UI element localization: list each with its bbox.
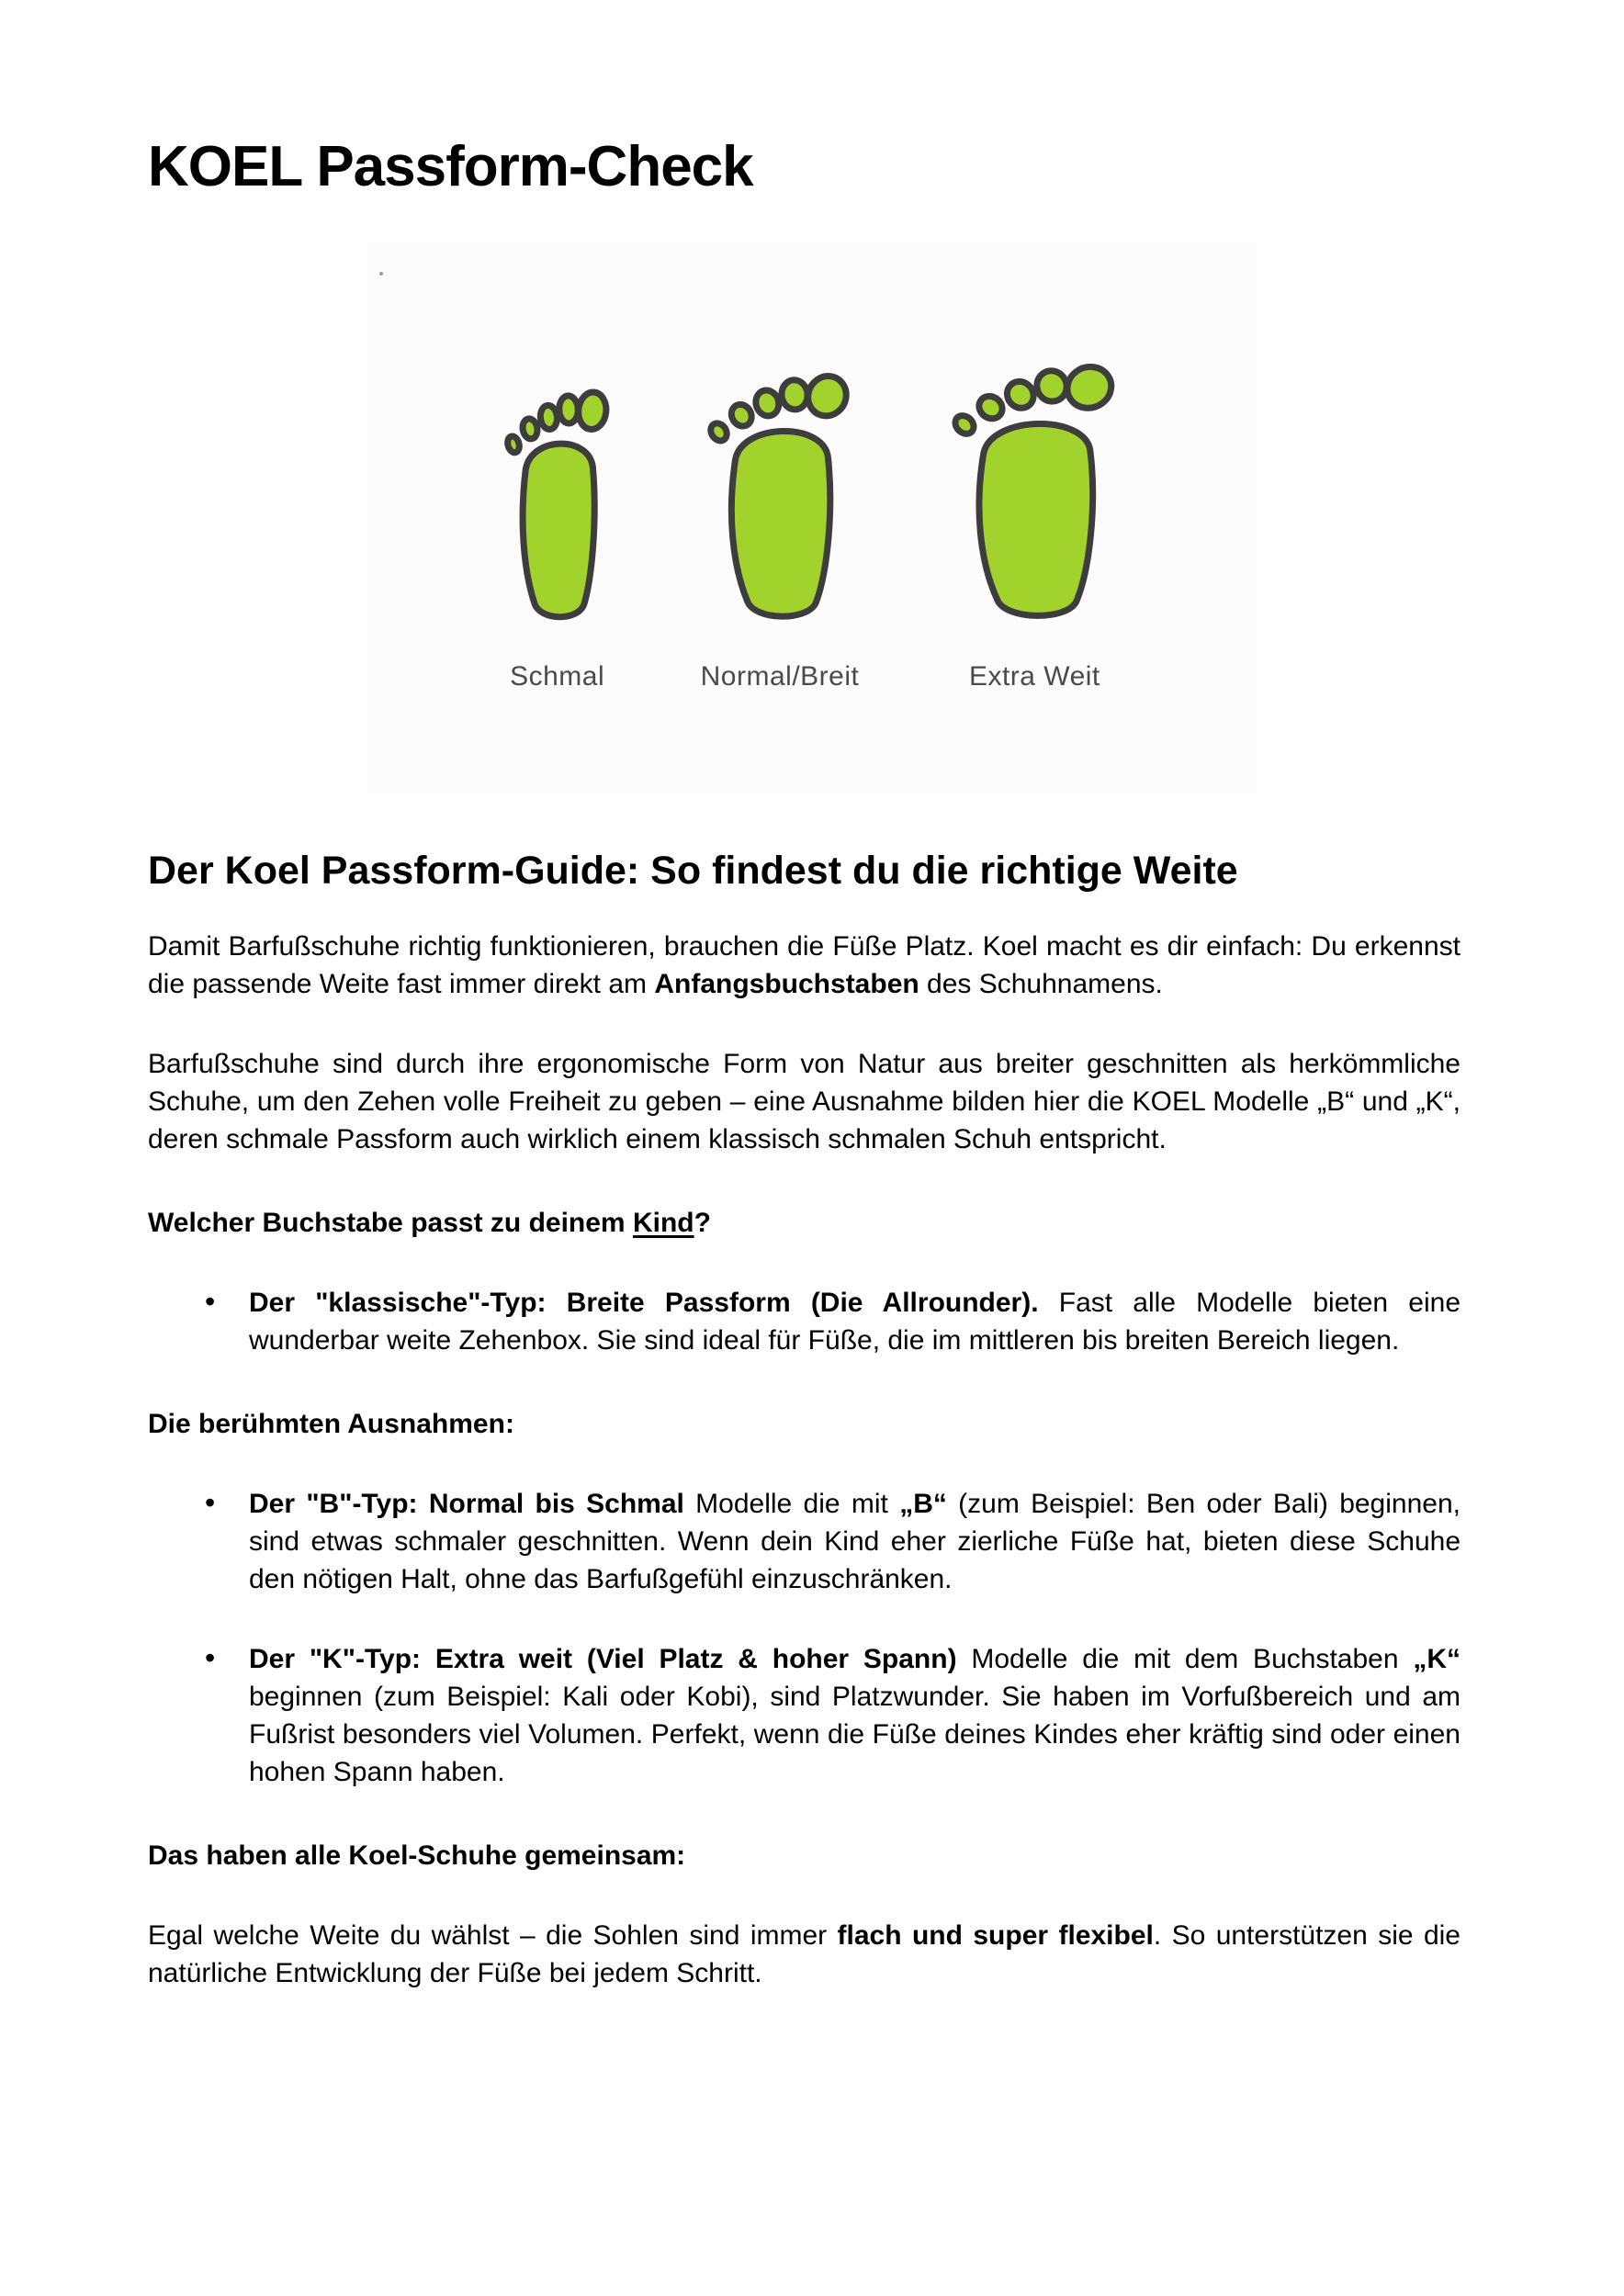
bullet-k-lead: Der "K"-Typ: Extra weit (Viel Platz & hoher Spann): [249, 1643, 957, 1674]
final-bold-flexibel: flach und super flexibel: [837, 1919, 1154, 1951]
bullet-list-klassisch: [148, 1284, 1460, 1359]
bullet-k-letter: „K“: [1413, 1643, 1460, 1674]
footprint-narrow-icon: [502, 371, 613, 630]
guide-heading: Der Koel Passform-Guide: So findest du die richtige Weite: [148, 849, 1238, 894]
foot-label-extra-weit: Extra Weit: [968, 661, 1100, 692]
exceptions-heading: Die berühmten Ausnahmen:: [148, 1408, 514, 1439]
bullet-klassisch-typ: [148, 1284, 1460, 1359]
paragraph-intro: [148, 928, 1460, 1003]
question-text-start: Welcher Buchstabe passt zu deinem: [148, 1207, 633, 1238]
bullet-b-typ: [148, 1485, 1460, 1598]
foot-extra-weit: [947, 343, 1122, 692]
intro-text-start: Damit Barfußschuhe richtig funktionieren, brauchen die Füße Platz. Koel macht es dir einfach: Du erkennst die passende Weite fast immer direkt am: [148, 930, 1460, 999]
bullet-k-typ: [148, 1640, 1460, 1791]
bullet-klassisch-rest: Fast alle Modelle bieten eine wunderbar weite Zehenbox. Sie sind ideal für Füße, die im mittleren bis breiten Bereich liegen.: [249, 1287, 1461, 1356]
fit-width-illustration: [367, 242, 1257, 793]
final-text-end: . So unterstützen sie die natürliche Entwicklung der Füße bei jedem Schritt.: [148, 1919, 1460, 1988]
bullet-b-lead: Der "B"-Typ: Normal bis Schmal: [249, 1488, 684, 1519]
question-heading: [148, 1204, 1460, 1242]
bullet-b-letter: „B“: [899, 1488, 947, 1519]
foot-schmal: [502, 371, 613, 692]
bullet-list-ausnahmen: [148, 1485, 1460, 1791]
foot-label-schmal: Schmal: [510, 661, 605, 692]
question-underlined-word: Kind: [632, 1207, 694, 1238]
foot-normal-breit: [701, 354, 860, 692]
common-heading: Das haben alle Koel-Schuhe gemeinsam:: [148, 1840, 686, 1871]
bullet-k-rest: beginnen (zum Beispiel: Kali oder Kobi), sind Platzwunder. Sie haben im Vorfußbereich und am Fußrist besonders viel Volumen. Perfekt, wenn die Füße deines Kindes eher kräftig sind oder einen hohen Spann haben.: [249, 1681, 1460, 1787]
bullet-klassisch-lead: Der "klassische"-Typ: Breite Passform (Die Allrounder).: [249, 1287, 1039, 1318]
intro-bold-anfangsbuchstaben: Anfangsbuchstaben: [654, 968, 919, 999]
question-mark: ?: [694, 1207, 711, 1238]
page-title: KOEL Passform-Check: [148, 135, 753, 198]
footprint-normal-icon: [704, 354, 855, 630]
intro-text-end: des Schuhnamens.: [919, 968, 1163, 999]
bullet-b-mid: Modelle die mit: [683, 1488, 900, 1519]
foot-label-normal-breit: Normal/Breit: [700, 661, 860, 692]
paragraph-final: [148, 1917, 1460, 1992]
bullet-b-rest: (zum Beispiel: Ben oder Bali) beginnen, sind etwas schmaler geschnitten. Wenn dein Kind eher zierliche Füße hat, bieten diese Schuhe den nötigen Halt, ohne das Barfußgefühl einzuschränken.: [249, 1488, 1460, 1594]
paragraph-ergonomie: Barfußschuhe sind durch ihre ergonomische Form von Natur aus breiter geschnitten als herkömmliche Schuhe, um den Zehen volle Freiheit zu geben – eine Ausnahme bilden hier die KOEL Modelle „B“ und „K“, deren schmale Passform auch wirklich einem klassisch schmalen Schuh entspricht.: [148, 1048, 1460, 1154]
feet-row: [367, 242, 1257, 692]
final-text-start: Egal welche Weite du wählst – die Sohlen sind immer: [148, 1919, 838, 1951]
footprint-wide-icon: [947, 343, 1122, 630]
bullet-k-mid: Modelle die mit dem Buchstaben: [956, 1643, 1414, 1674]
